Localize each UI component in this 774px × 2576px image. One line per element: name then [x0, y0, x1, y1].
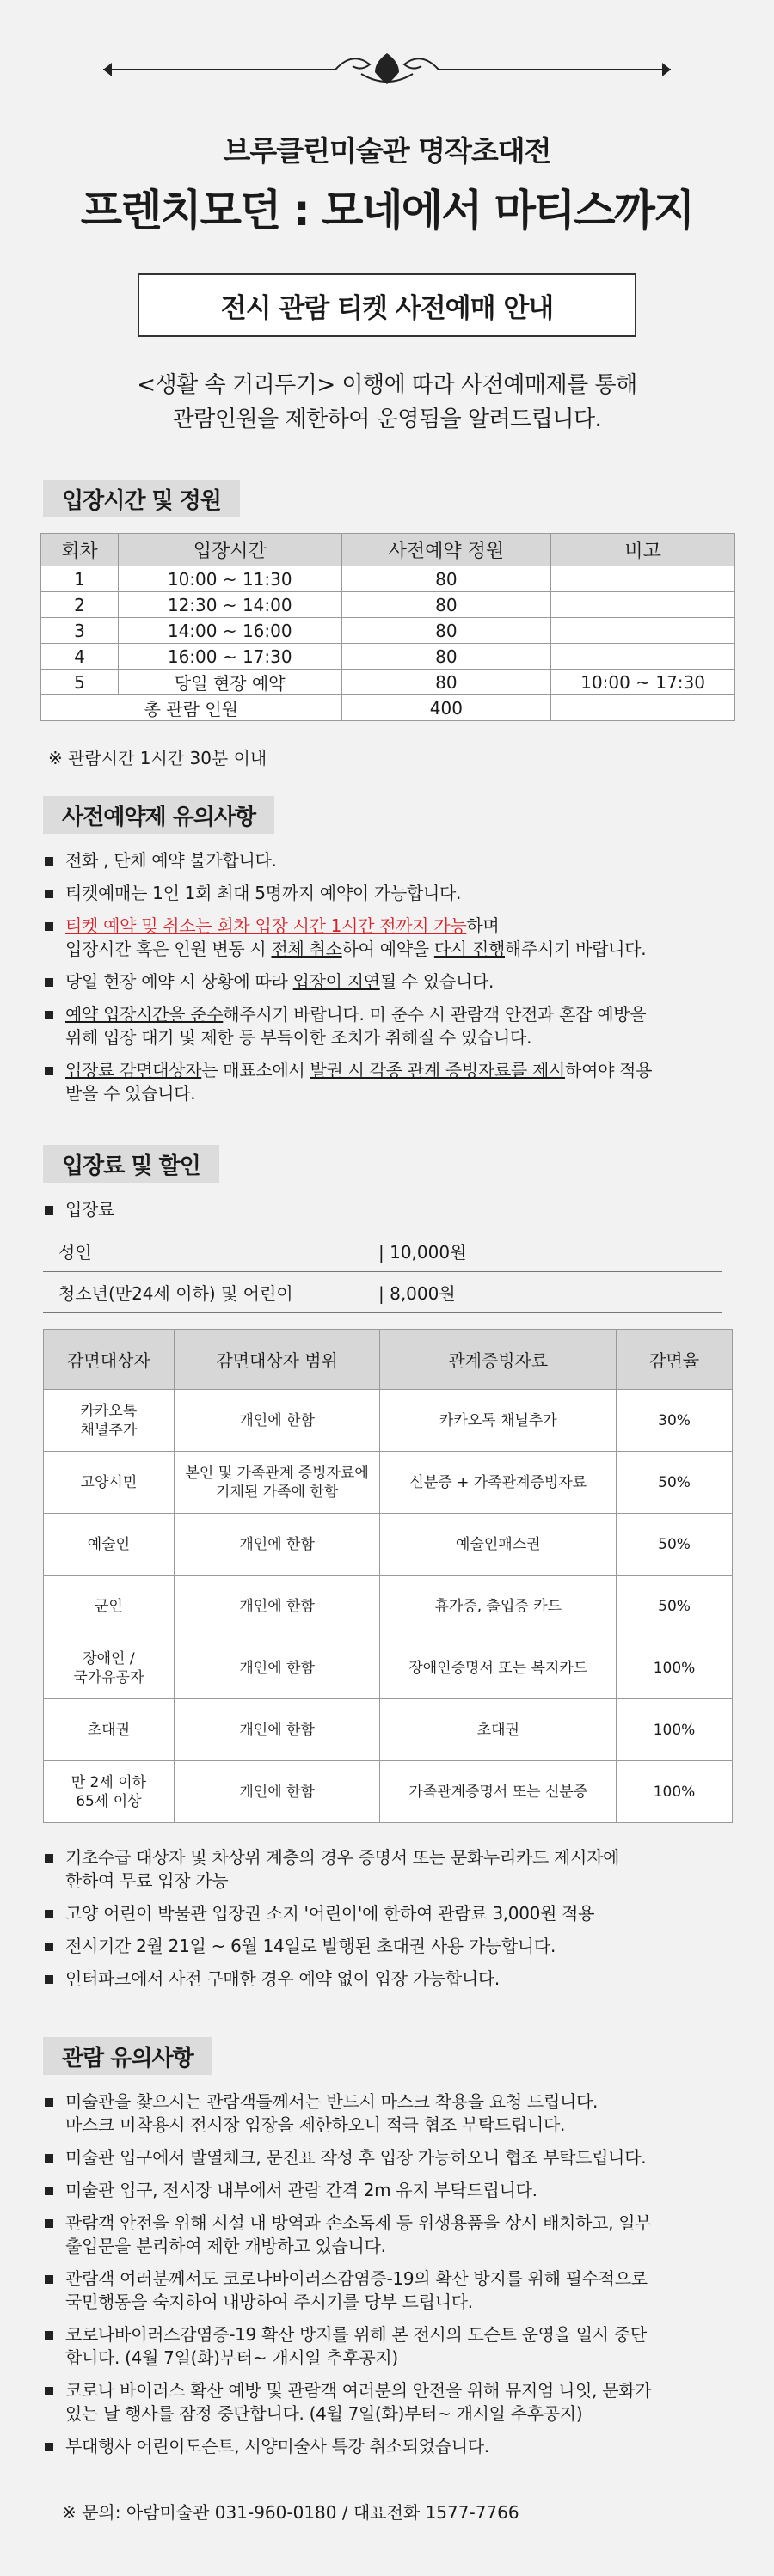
table-cell: 80	[341, 592, 551, 618]
total-label: 총 관람 인원	[41, 695, 342, 721]
table-cell: 80	[341, 566, 551, 592]
list-item	[43, 1846, 740, 1893]
ornament-divider-icon	[86, 48, 688, 91]
underlined-text: 입장료 감면대상자	[65, 1060, 202, 1080]
table-cell: 80	[341, 618, 551, 644]
list-item	[43, 2379, 740, 2426]
table-cell	[44, 1699, 175, 1761]
table-cell-text: 만 2세 이하	[71, 1773, 147, 1791]
fee-notes	[43, 1846, 740, 2000]
table-cell	[617, 1699, 733, 1761]
table-cell-text: 카카오톡	[80, 1402, 138, 1420]
table-row	[41, 644, 735, 670]
table-cell	[174, 1390, 380, 1452]
table-cell: 10:00 ~ 17:30	[551, 670, 735, 695]
list-item-text: 관람객 안전을 위해 시설 내 방역과 손소독제 등 위생용품을 상시 배치하고, 일부	[65, 2212, 652, 2233]
section-heading-visit: 관람 유의사항	[43, 2037, 212, 2075]
table-cell-text: 가족관계증명서 또는 신분증	[408, 1783, 588, 1801]
intro-line-1: <생활 속 거리두기> 이행에 따라 사전예매제를 통해	[137, 372, 637, 398]
table-cell	[617, 1637, 733, 1699]
table-cell-text: 개인에 한함	[239, 1659, 315, 1677]
underlined-text: 다시 진행	[433, 939, 506, 959]
list-item-text: 미술관을 찾으시는 관람객들께서는 반드시 마스크 착용을 요청 드립니다.	[65, 2091, 599, 2112]
table-row	[44, 1637, 733, 1699]
table-cell	[44, 1761, 175, 1823]
table-cell	[174, 1452, 380, 1514]
entry-time-table	[40, 533, 735, 721]
list-item-text: 하여야 적용	[565, 1060, 653, 1080]
list-item	[43, 1003, 740, 1049]
list-item-text: 마스크 미착용시 전시장 입장을 제한하오니 적극 협조 부탁드립니다.	[65, 2114, 566, 2135]
table-row	[41, 592, 735, 618]
notice-title: 전시 관람 티켓 사전예매 안내	[220, 292, 554, 324]
table-cell: 16:00 ~ 17:30	[118, 644, 341, 670]
table-row	[44, 1576, 733, 1637]
price-label: 성인	[58, 1242, 92, 1263]
table-cell-text: 신분증 + 가족관계증빙자료	[409, 1473, 587, 1491]
list-item-text: 는 매표소에서	[201, 1060, 310, 1080]
table-cell: 5	[41, 670, 119, 695]
list-item	[43, 1059, 740, 1105]
list-item	[43, 1198, 740, 1221]
price-value: | 8,000원	[378, 1283, 456, 1304]
list-item	[43, 1935, 740, 1958]
table-row	[44, 1761, 733, 1823]
table-cell-text: 초대권	[476, 1721, 519, 1739]
table-cell	[617, 1452, 733, 1514]
table-cell	[44, 1514, 175, 1576]
duration-footnote: ※ 관람시간 1시간 30분 이내	[48, 748, 267, 768]
table-cell-text: 50%	[658, 1473, 691, 1491]
discount-table-body	[44, 1390, 733, 1823]
list-item-text: 입장시간 혹은 인원 변동 시	[65, 939, 272, 959]
column-header: 감면대상자	[44, 1330, 175, 1390]
table-row	[44, 1514, 733, 1576]
underlined-text: 발권 시 각종 관계 증빙자료를 제시	[310, 1060, 566, 1080]
table-header-row	[44, 1330, 733, 1390]
table-cell-text: 65세 이상	[76, 1792, 142, 1810]
table-cell	[380, 1699, 617, 1761]
table-cell	[551, 566, 735, 592]
table-cell	[44, 1390, 175, 1452]
table-cell: 2	[41, 592, 119, 618]
table-cell-text: 카카오톡 채널추가	[439, 1411, 557, 1429]
table-cell	[174, 1637, 380, 1699]
table-cell: 14:00 ~ 16:00	[118, 618, 341, 644]
table-cell	[44, 1637, 175, 1699]
table-cell	[44, 1452, 175, 1514]
list-item-text: 고양 어린이 박물관 입장권 소지 '어린이'에 한하여 관람료 3,000원 적용	[65, 1903, 595, 1924]
list-item-text: 입장료	[65, 1199, 115, 1220]
list-item-text: 인터파크에서 사전 구매한 경우 예약 없이 입장 가능합니다.	[65, 1968, 500, 1989]
table-row	[44, 1452, 733, 1514]
list-item-text: 받을 수 있습니다.	[65, 1083, 196, 1104]
fees-label-list	[43, 1198, 740, 1231]
list-item	[43, 2212, 740, 2258]
list-item-text: 미술관 입구에서 발열체크, 문진표 작성 후 입장 가능하오니 협조 부탁드립니다.	[65, 2147, 647, 2168]
table-cell-text: 100%	[653, 1659, 696, 1677]
table-cell-text: 예술인패스권	[456, 1535, 541, 1553]
list-item-text: 전화 , 단체 예약 불가합니다.	[65, 850, 277, 871]
table-cell	[617, 1390, 733, 1452]
list-item-text: 전시기간 2월 21일 ~ 6월 14일로 발행된 초대권 사용 가능합니다.	[65, 1936, 556, 1956]
list-item-text: 코로나바이러스감염증-19 확산 방지를 위해 본 전시의 도슨트 운영을 일시 중단	[65, 2324, 647, 2345]
underlined-text: 입장이 지연	[292, 971, 380, 992]
table-cell-text: 고양시민	[80, 1473, 138, 1491]
list-item-text: 있는 날 행사를 잠정 중단합니다. (4월 7일(화)부터~ 개시일 추후공지)	[65, 2403, 583, 2424]
list-item	[43, 2323, 740, 2370]
list-item	[43, 970, 740, 994]
list-item-text: 해주시기 바랍니다.	[505, 939, 647, 959]
exhibition-title: 프렌치모던 : 모네에서 마티스까지	[80, 186, 694, 236]
list-item	[43, 849, 740, 872]
table-cell	[174, 1761, 380, 1823]
table-cell-text: 장애인 /	[83, 1649, 135, 1667]
intro-text	[0, 368, 774, 437]
table-cell	[617, 1761, 733, 1823]
table-cell	[380, 1637, 617, 1699]
table-cell	[551, 644, 735, 670]
table-cell-text: 개인에 한함	[239, 1411, 315, 1429]
table-cell: 3	[41, 618, 119, 644]
list-item-text: 관람객 여러분께서도 코로나바이러스감염증-19의 확산 방지를 위해 필수적으로	[65, 2268, 648, 2289]
table-cell-text: 100%	[653, 1783, 696, 1801]
table-cell-text: 개인에 한함	[239, 1535, 315, 1553]
table-cell: 당일 현장 예약	[118, 670, 341, 695]
table-cell	[380, 1761, 617, 1823]
table-cell	[551, 618, 735, 644]
section-heading-entry: 입장시간 및 정원	[43, 480, 240, 517]
table-cell	[551, 695, 735, 721]
column-header: 회차	[41, 534, 119, 566]
table-cell-text: 50%	[658, 1535, 691, 1553]
reservation-notes	[43, 849, 740, 1115]
table-cell-text: 본인 및 가족관계 증빙자료에	[185, 1464, 369, 1482]
table-cell-text: 국가유공자	[73, 1668, 144, 1686]
table-header-row	[41, 534, 735, 566]
notice-title-box	[138, 273, 636, 337]
table-row	[44, 1699, 733, 1761]
table-cell-text: 장애인증명서 또는 복지카드	[408, 1659, 588, 1677]
contact-info: ※ 문의: 아람미술관 031-960-0180 / 대표전화 1577-7766	[62, 2502, 519, 2523]
column-header: 사전예약 정원	[341, 534, 551, 566]
list-item-text: 하며	[466, 915, 500, 936]
table-cell: 80	[341, 670, 551, 695]
table-cell	[617, 1514, 733, 1576]
list-item-text: 한하여 무료 입장 가능	[65, 1870, 229, 1891]
table-cell	[380, 1514, 617, 1576]
section-heading-fees: 입장료 및 할인	[43, 1145, 219, 1183]
table-cell	[174, 1514, 380, 1576]
table-row	[41, 618, 735, 644]
table-cell: 1	[41, 566, 119, 592]
table-cell-text: 군인	[94, 1597, 123, 1615]
table-cell-text: 100%	[653, 1721, 696, 1739]
highlight-text: 티켓 예약 및 취소는 회차 입장 시간 1시간 전까지 가능	[65, 915, 467, 936]
total-value: 400	[341, 695, 551, 721]
table-cell-text: 초대권	[87, 1721, 131, 1739]
section-heading-reservation: 사전예약제 유의사항	[43, 796, 274, 834]
price-label: 청소년(만24세 이하) 및 어린이	[58, 1283, 293, 1304]
intro-line-2: 관람인원을 제한하여 운영됨을 알려드립니다.	[172, 407, 602, 432]
discount-table	[43, 1329, 733, 1823]
list-item	[43, 915, 740, 961]
list-item-text: 기초수급 대상자 및 차상위 계층의 경우 증명서 또는 문화누리카드 제시자에	[65, 1847, 620, 1868]
list-item-text: 부대행사 어린이도슨트, 서양미술사 특강 취소되었습니다.	[65, 2436, 489, 2457]
list-item	[43, 2267, 740, 2314]
column-header: 관계증빙자료	[380, 1330, 617, 1390]
exhibition-subtitle: 브루클린미술관 명작초대전	[223, 134, 551, 168]
table-row	[41, 670, 735, 695]
table-cell: 4	[41, 644, 119, 670]
list-item-text: 하여 예약을	[341, 939, 434, 959]
table-cell	[174, 1576, 380, 1637]
underlined-text: 예약 입장시간을 준수	[65, 1004, 224, 1025]
table-cell-text: 개인에 한함	[239, 1597, 315, 1615]
list-item-text: 국민행동을 숙지하여 내방하여 주시기를 당부 드립니다.	[65, 2291, 473, 2312]
table-cell	[380, 1390, 617, 1452]
column-header: 비고	[551, 534, 735, 566]
list-item	[43, 882, 740, 905]
price-row	[43, 1272, 722, 1313]
list-item	[43, 2146, 740, 2169]
table-cell	[380, 1576, 617, 1637]
table-cell: 80	[341, 644, 551, 670]
list-item-text: 코로나 바이러스 확산 예방 및 관람객 여러분의 안전을 위해 뮤지엄 나잇, 문화가	[65, 2380, 652, 2401]
list-item-text: 해주시기 바랍니다. 미 준수 시 관람객 안전과 혼잡 예방을	[223, 1004, 647, 1025]
visit-notes	[43, 2090, 740, 2468]
table-cell	[380, 1452, 617, 1514]
list-item-text: 당일 현장 예약 시 상황에 따라	[65, 971, 293, 992]
price-row	[43, 1231, 722, 1272]
column-header: 입장시간	[118, 534, 341, 566]
table-cell-text: 휴가증, 출입증 카드	[434, 1597, 562, 1615]
table-cell-text: 예술인	[87, 1535, 131, 1553]
list-item-text: 미술관 입구, 전시장 내부에서 관람 간격 2m 유지 부탁드립니다.	[65, 2180, 538, 2200]
list-item-text: 티켓예매는 1인 1회 최대 5명까지 예약이 가능합니다.	[65, 883, 462, 903]
table-cell	[617, 1576, 733, 1637]
list-item-text: 합니다. (4월 7일(화)부터~ 개시일 추후공지)	[65, 2347, 398, 2368]
table-cell	[44, 1576, 175, 1637]
table-cell-text: 개인에 한함	[239, 1783, 315, 1801]
table-cell-text: 30%	[658, 1411, 691, 1429]
table-cell-text: 채널추가	[80, 1421, 138, 1439]
table-cell-text: 개인에 한함	[239, 1721, 315, 1739]
list-item-text: 위해 입장 대기 및 제한 등 부득이한 조치가 취해질 수 있습니다.	[65, 1027, 532, 1048]
table-row	[44, 1390, 733, 1452]
table-cell-text: 50%	[658, 1597, 691, 1615]
list-item	[43, 2090, 740, 2137]
table-total-row	[41, 695, 735, 721]
list-item-text: 될 수 있습니다.	[379, 971, 494, 992]
list-item	[43, 1967, 740, 1991]
table-cell	[551, 592, 735, 618]
underlined-text: 전체 취소	[271, 939, 342, 959]
list-item	[43, 1902, 740, 1925]
list-item	[43, 2179, 740, 2202]
list-item	[43, 2435, 740, 2458]
table-cell: 10:00 ~ 11:30	[118, 566, 341, 592]
table-row	[41, 566, 735, 592]
price-list	[43, 1231, 722, 1313]
column-header: 감면율	[617, 1330, 733, 1390]
list-item-text: 출입문을 분리하여 제한 개방하고 있습니다.	[65, 2236, 386, 2256]
table-cell: 12:30 ~ 14:00	[118, 592, 341, 618]
table-cell-text: 기재된 가족에 한함	[216, 1483, 339, 1501]
price-value: | 10,000원	[378, 1242, 467, 1263]
column-header: 감면대상자 범위	[174, 1330, 380, 1390]
table-cell	[174, 1699, 380, 1761]
